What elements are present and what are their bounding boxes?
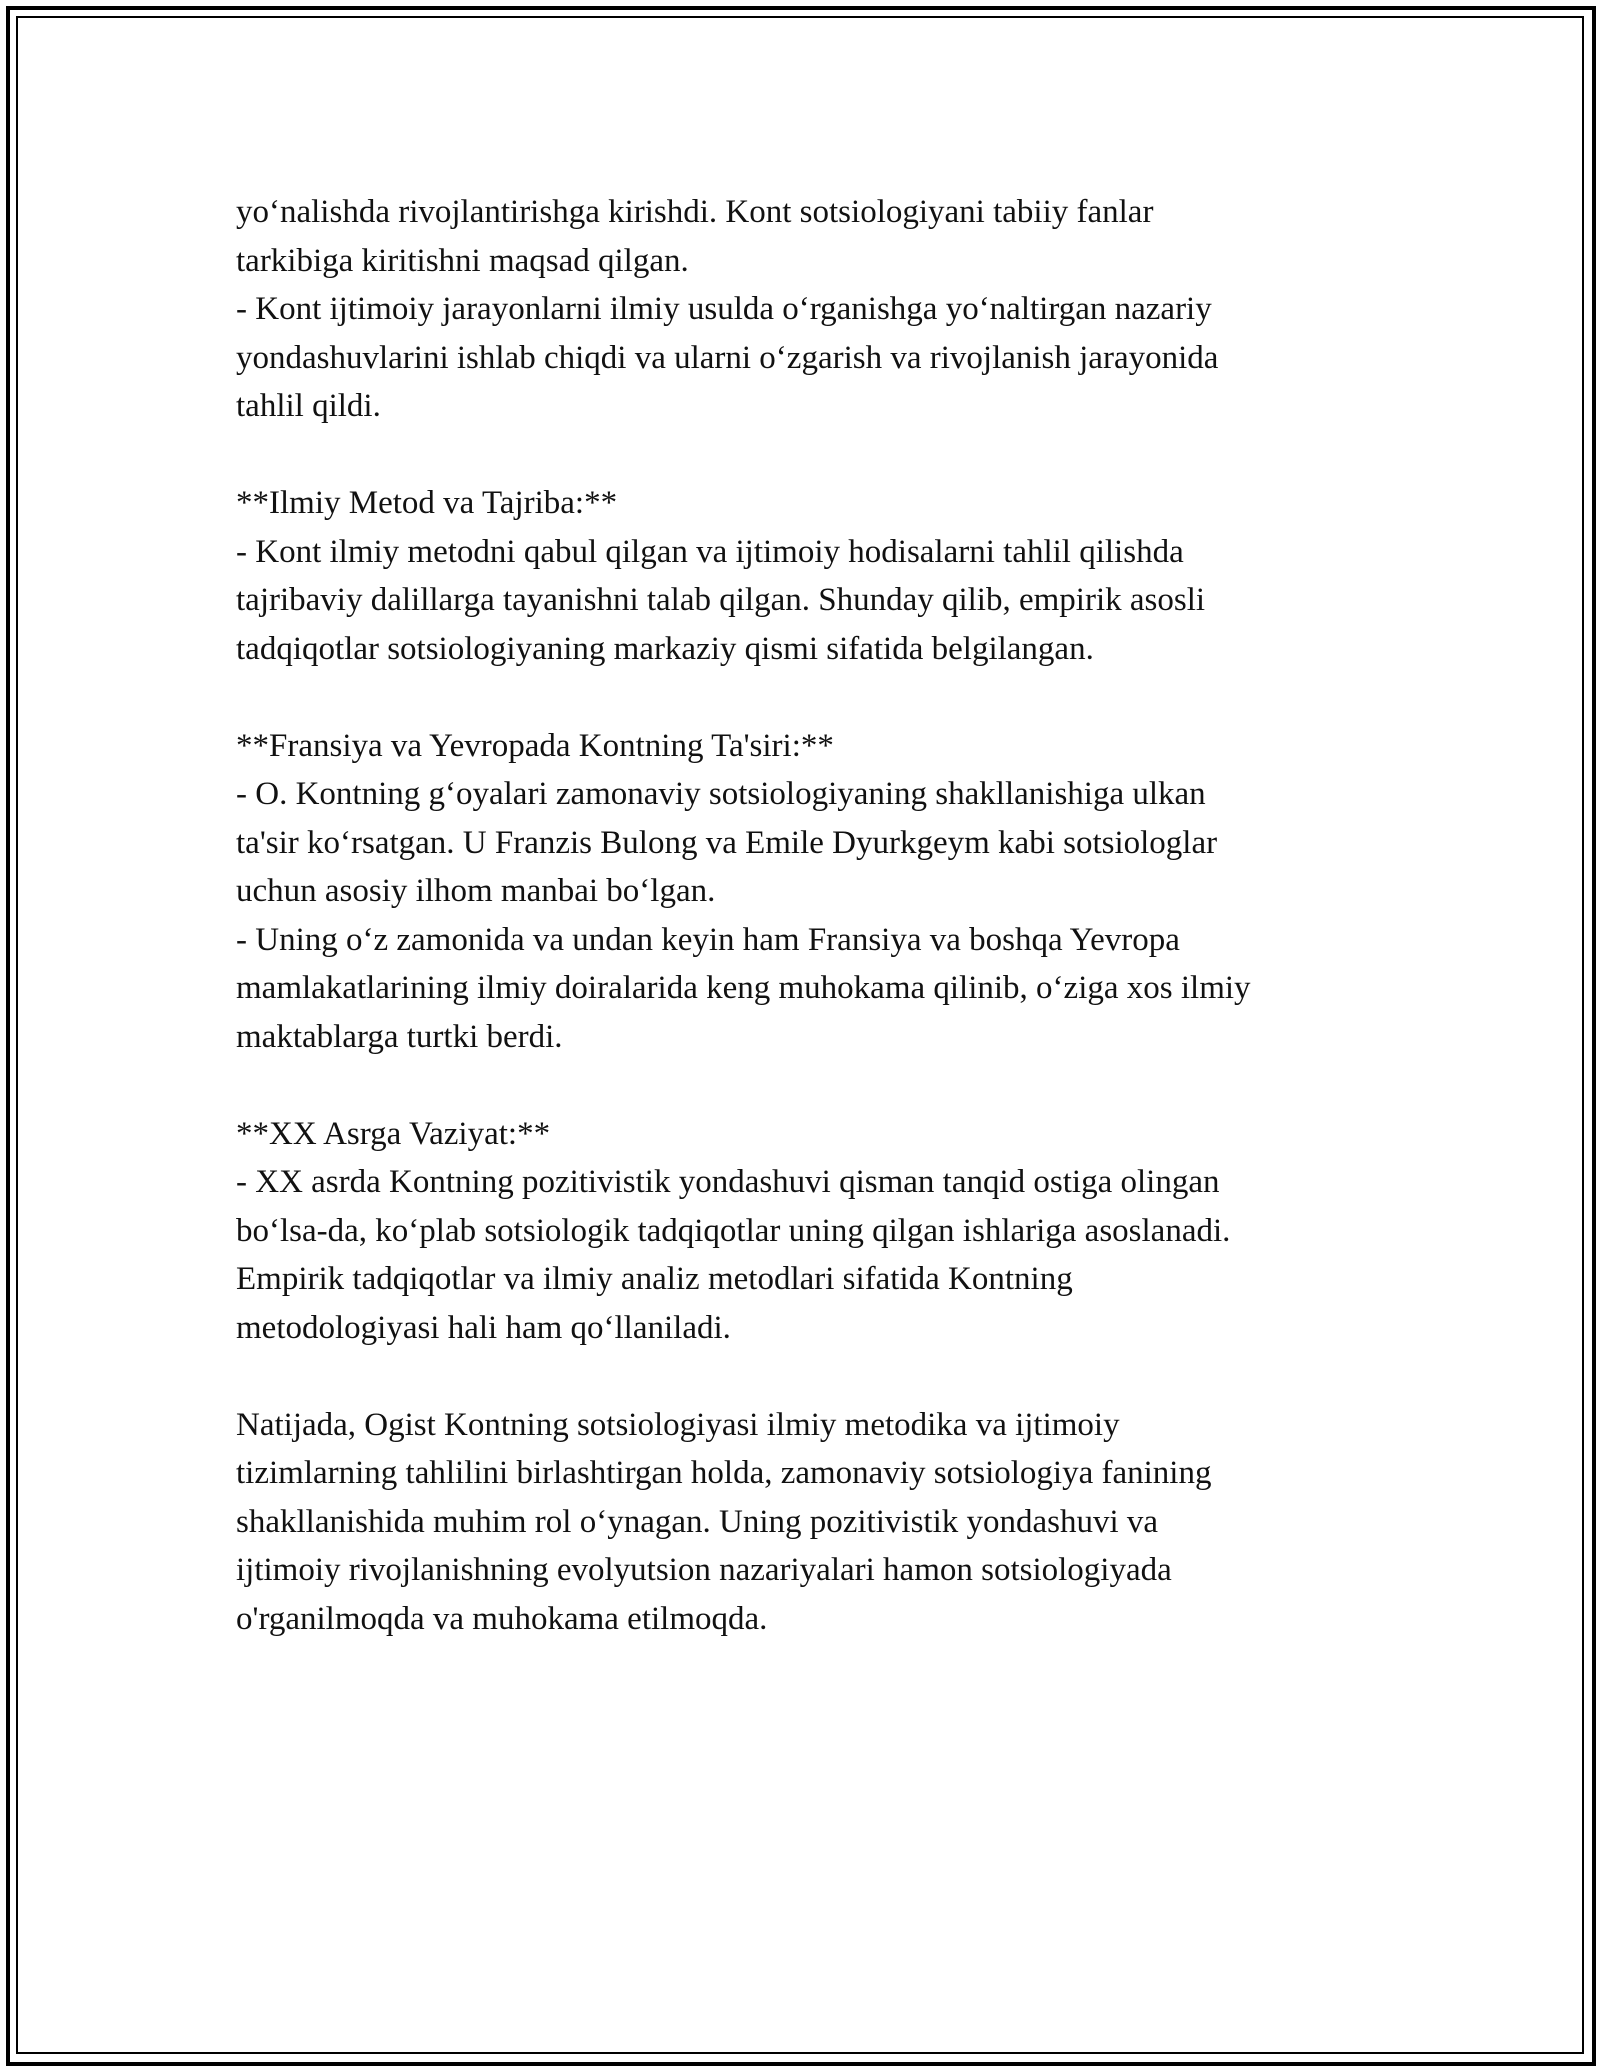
paragraph-block bbox=[236, 1401, 1376, 1644]
text-line: yondashuvlarini ishlab chiqdi va ularni o‘zgarish va rivojlanish jarayonida bbox=[236, 339, 1219, 376]
paragraph-gap bbox=[236, 673, 1376, 722]
text-line: shakllanishida muhim rol o‘ynagan. Uning pozitivistik yondashuvi va bbox=[236, 1503, 1159, 1540]
paragraph-gap bbox=[236, 1352, 1376, 1401]
section-block bbox=[236, 722, 1376, 1062]
text-line: - XX asrda Kontning pozitivistik yondashuvi qisman tanqid ostiga olingan bbox=[236, 1164, 1220, 1200]
text-line: ta'sir ko‘rsatgan. U Franzis Bulong va Emile Dyurkgeym kabi sotsiologlar bbox=[236, 824, 1218, 861]
text-line: tarkibiga kiritishni maqsad qilgan. bbox=[236, 242, 689, 279]
text-line: o'rganilmoqda va muhokama etilmoqda. bbox=[236, 1600, 768, 1637]
text-line: metodologiyasi hali ham qo‘llaniladi. bbox=[236, 1309, 731, 1346]
text-line: Empirik tadqiqotlar va ilmiy analiz metodlari sifatida Kontning bbox=[236, 1261, 1073, 1297]
text-line: ijtimoiy rivojlanishning evolyutsion nazariyalari hamon sotsiologiyada bbox=[236, 1552, 1172, 1588]
text-line: tizimlarning tahlilini birlashtirgan holda, zamonaviy sotsiologiya fanining bbox=[236, 1455, 1212, 1491]
text-line: mamlakatlarining ilmiy doiralarida keng muhokama qilinib, o‘ziga xos ilmiy bbox=[236, 970, 1251, 1006]
text-line: bo‘lsa-da, ko‘plab sotsiologik tadqiqotlar uning qilgan ishlariga asoslanadi. bbox=[236, 1212, 1231, 1249]
text-line: - Uning o‘z zamonida va undan keyin ham Fransiya va boshqa Yevropa bbox=[236, 921, 1180, 958]
text-line: tajribaviy dalillarga tayanishni talab qilgan. Shunday qilib, empirik asosli bbox=[236, 582, 1206, 618]
paragraph-block bbox=[236, 188, 1376, 431]
text-line: - O. Kontning g‘oyalari zamonaviy sotsiologiyaning shakllanishiga ulkan bbox=[236, 776, 1206, 812]
section-heading: **Fransiya va Yevropada Kontning Ta'siri:** bbox=[236, 727, 834, 764]
text-line: tadqiqotlar sotsiologiyaning markaziy qismi sifatida belgilangan. bbox=[236, 630, 1094, 667]
paragraph-gap bbox=[236, 431, 1376, 480]
section-block bbox=[236, 1110, 1376, 1353]
section-heading: **Ilmiy Metod va Tajriba:** bbox=[236, 485, 618, 521]
text-line: uchun asosiy ilhom manbai bo‘lgan. bbox=[236, 873, 716, 909]
text-line: - Kont ijtimoiy jarayonlarni ilmiy usulda o‘rganishga yo‘naltirgan nazariy bbox=[236, 291, 1212, 327]
paragraph-gap bbox=[236, 1061, 1376, 1110]
text-line: tahlil qildi. bbox=[236, 388, 381, 424]
text-line: - Kont ilmiy metodni qabul qilgan va ijtimoiy hodisalarni tahlil qilishda bbox=[236, 533, 1184, 570]
text-line: yo‘nalishda rivojlantirishga kirishdi. Kont sotsiologiyani tabiiy fanlar bbox=[236, 194, 1154, 230]
text-line: maktablarga turtki berdi. bbox=[236, 1018, 563, 1055]
section-block bbox=[236, 479, 1376, 673]
document-body bbox=[236, 188, 1376, 1643]
text-line: Natijada, Ogist Kontning sotsiologiyasi ilmiy metodika va ijtimoiy bbox=[236, 1406, 1120, 1443]
section-heading: **XX Asrga Vaziyat:** bbox=[236, 1115, 551, 1152]
